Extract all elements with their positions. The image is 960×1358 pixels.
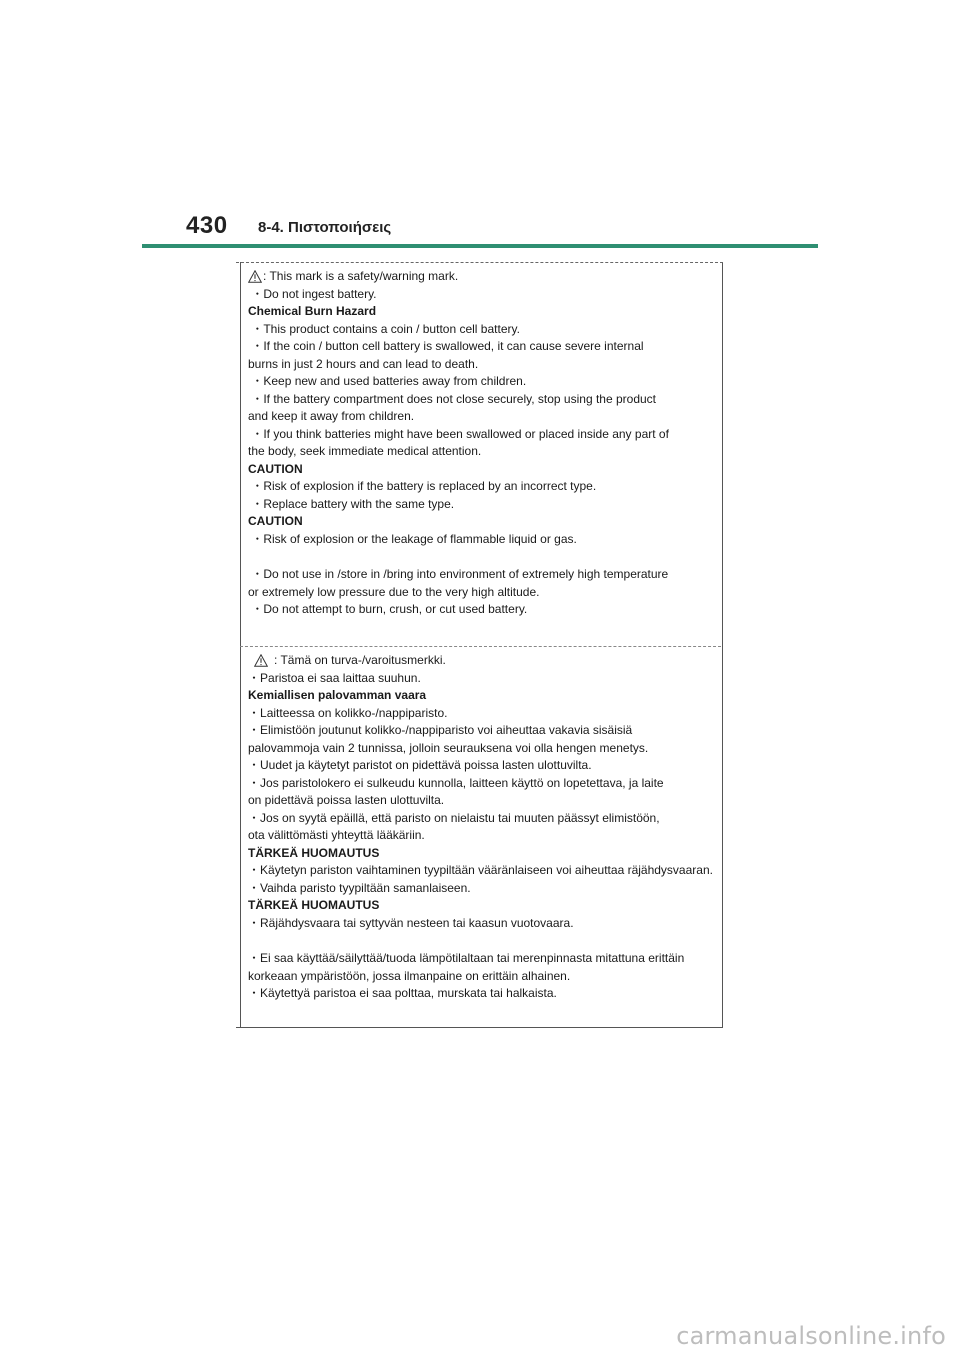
line-text: Do not use in /store in /bring into environment of extremely high temperature <box>263 567 669 581</box>
bullet-item <box>248 950 718 968</box>
line-text: Ei saa käyttää/säilyttää/tuoda lämpötilaltaan tai merenpinnasta mitattuna erittäin <box>260 951 685 965</box>
bullet-item <box>248 670 718 688</box>
warning-triangle-icon <box>254 654 268 667</box>
line-text: This product contains a coin / button cell battery. <box>263 321 520 336</box>
bullet-item <box>248 915 718 933</box>
bullet-marker: ・ <box>248 951 261 965</box>
section-heading <box>248 461 718 479</box>
warning-mark-text: : This mark is a safety/warning mark. <box>263 269 459 283</box>
line-text: Replace battery with the same type. <box>263 496 455 511</box>
english-warning-section <box>248 268 718 619</box>
line-text: Chemical Burn Hazard <box>248 304 377 318</box>
box-top-border <box>236 262 723 263</box>
bullet-item <box>248 478 718 496</box>
page-number: 430 <box>186 212 228 239</box>
finnish-warning-section <box>248 652 718 1003</box>
line-text: burns in just 2 hours and can lead to death. <box>248 356 479 371</box>
bullet-item <box>248 496 718 514</box>
line-text: CAUTION <box>248 461 303 476</box>
bullet-item <box>248 286 718 304</box>
line-text: Risk of explosion if the battery is replaced by an incorrect type. <box>263 479 597 493</box>
bullet-marker: ・ <box>248 321 264 336</box>
bullet-item <box>248 601 718 619</box>
warning-mark-text: : Tämä on turva-/varoitusmerkki. <box>274 653 446 667</box>
line-text: Jos paristolokero ei sulkeudu kunnolla, laitteen käyttö on lopetettava, ja laite <box>260 775 664 790</box>
bullet-marker: ・ <box>248 810 261 825</box>
bullet-marker: ・ <box>248 339 264 353</box>
line-text: If you think batteries might have been swallowed or placed inside any part of <box>263 426 669 441</box>
bullet-item <box>248 531 718 549</box>
bullet-marker: ・ <box>248 531 264 546</box>
bullet-marker: ・ <box>248 602 264 616</box>
warning-triangle-icon <box>248 270 262 283</box>
line-text: Laitteessa on kolikko-/nappiparisto. <box>260 705 448 720</box>
bullet-item <box>248 426 718 444</box>
section-heading <box>248 845 718 863</box>
bullet-marker: ・ <box>248 986 261 1000</box>
bullet-item <box>248 321 718 339</box>
bullet-marker: ・ <box>248 863 261 877</box>
line-text: If the battery compartment does not close securely, stop using the product <box>263 391 656 406</box>
line-text: Keep new and used batteries away from children. <box>263 374 527 388</box>
bullet-item <box>248 373 718 391</box>
finnish-lines <box>248 670 718 1003</box>
header-rule <box>142 244 818 248</box>
watermark: carmanualsonline.info <box>676 1322 946 1350</box>
warning-mark-line <box>248 652 718 670</box>
continuation-line <box>248 792 718 810</box>
line-text: Elimistöön joutunut kolikko-/nappiparisto voi aiheuttaa vakavia sisäisiä <box>260 723 633 737</box>
section-title: 8-4. Πιστοποιήσεις <box>258 219 392 236</box>
bullet-marker: ・ <box>248 705 261 720</box>
bullet-item <box>248 391 718 409</box>
paragraph-gap <box>248 548 718 566</box>
line-text: Jos on syytä epäillä, että paristo on nielaistu tai muuten päässyt elimistöön, <box>260 810 660 825</box>
continuation-line <box>248 740 718 758</box>
bullet-marker: ・ <box>248 723 261 737</box>
bullet-marker: ・ <box>248 758 261 772</box>
bullet-item <box>248 566 718 584</box>
bullet-marker: ・ <box>248 915 261 930</box>
line-text: TÄRKEÄ HUOMAUTUS <box>248 845 380 860</box>
bullet-marker: ・ <box>248 374 264 388</box>
line-text: Uudet ja käytetyt paristot on pidettävä poissa lasten ulottuvilta. <box>260 758 592 772</box>
bullet-marker: ・ <box>248 391 264 406</box>
line-text: palovammoja vain 2 tunnissa, jolloin seurauksena voi olla hengen menetys. <box>248 740 649 755</box>
bullet-marker: ・ <box>248 496 264 511</box>
bullet-marker: ・ <box>248 426 264 441</box>
bullet-item <box>248 810 718 828</box>
continuation-line <box>248 584 718 602</box>
line-text: Risk of explosion or the leakage of flammable liquid or gas. <box>263 531 577 546</box>
line-text: Vaihda paristo tyypiltään samanlaiseen. <box>260 880 471 895</box>
bullet-marker: ・ <box>248 670 261 685</box>
bullet-item <box>248 985 718 1003</box>
english-lines <box>248 286 718 619</box>
bullet-item <box>248 722 718 740</box>
line-text: Do not ingest battery. <box>263 286 377 301</box>
line-text: Käytetyn pariston vaihtaminen tyypiltään vääränlaiseen voi aiheuttaa räjähdysvaaran. <box>260 863 713 877</box>
line-text: Do not attempt to burn, crush, or cut used battery. <box>263 602 528 616</box>
section-heading <box>248 303 718 321</box>
continuation-line <box>248 443 718 461</box>
paragraph-gap <box>248 932 718 950</box>
warning-mark-line <box>248 268 718 286</box>
line-text: Kemiallisen palovamman vaara <box>248 688 427 702</box>
bullet-item <box>248 705 718 723</box>
continuation-line <box>248 827 718 845</box>
continuation-line <box>248 968 718 986</box>
line-text: or extremely low pressure due to the very high altitude. <box>248 584 540 599</box>
line-text: CAUTION <box>248 514 303 528</box>
line-text: and keep it away from children. <box>248 409 415 423</box>
continuation-line <box>248 356 718 374</box>
line-text: korkeaan ympäristöön, jossa ilmanpaine on erittäin alhainen. <box>248 968 571 983</box>
bullet-marker: ・ <box>248 880 261 895</box>
bullet-item <box>248 775 718 793</box>
line-text: Räjähdysvaara tai syttyvän nesteen tai kaasun vuotovaara. <box>260 915 574 930</box>
line-text: If the coin / button cell battery is swallowed, it can cause severe internal <box>263 339 644 353</box>
line-text: the body, seek immediate medical attention. <box>248 444 482 458</box>
bullet-marker: ・ <box>248 567 264 581</box>
bullet-item <box>248 338 718 356</box>
line-text: Käytettyä paristoa ei saa polttaa, murskata tai halkaista. <box>260 986 557 1000</box>
section-heading <box>248 897 718 915</box>
continuation-line <box>248 408 718 426</box>
line-text: Paristoa ei saa laittaa suuhun. <box>260 670 421 685</box>
line-text: on pidettävä poissa lasten ulottuvilta. <box>248 793 445 807</box>
line-text: ota välittömästi yhteyttä lääkäriin. <box>248 828 425 842</box>
box-bottom-border <box>236 1027 723 1028</box>
bullet-marker: ・ <box>248 286 264 301</box>
bullet-item <box>248 862 718 880</box>
bullet-item <box>248 880 718 898</box>
section-divider <box>240 646 721 647</box>
bullet-marker: ・ <box>248 479 264 493</box>
bullet-item <box>248 757 718 775</box>
bullet-marker: ・ <box>248 775 261 790</box>
section-heading <box>248 687 718 705</box>
line-text: TÄRKEÄ HUOMAUTUS <box>248 898 380 912</box>
section-heading <box>248 513 718 531</box>
